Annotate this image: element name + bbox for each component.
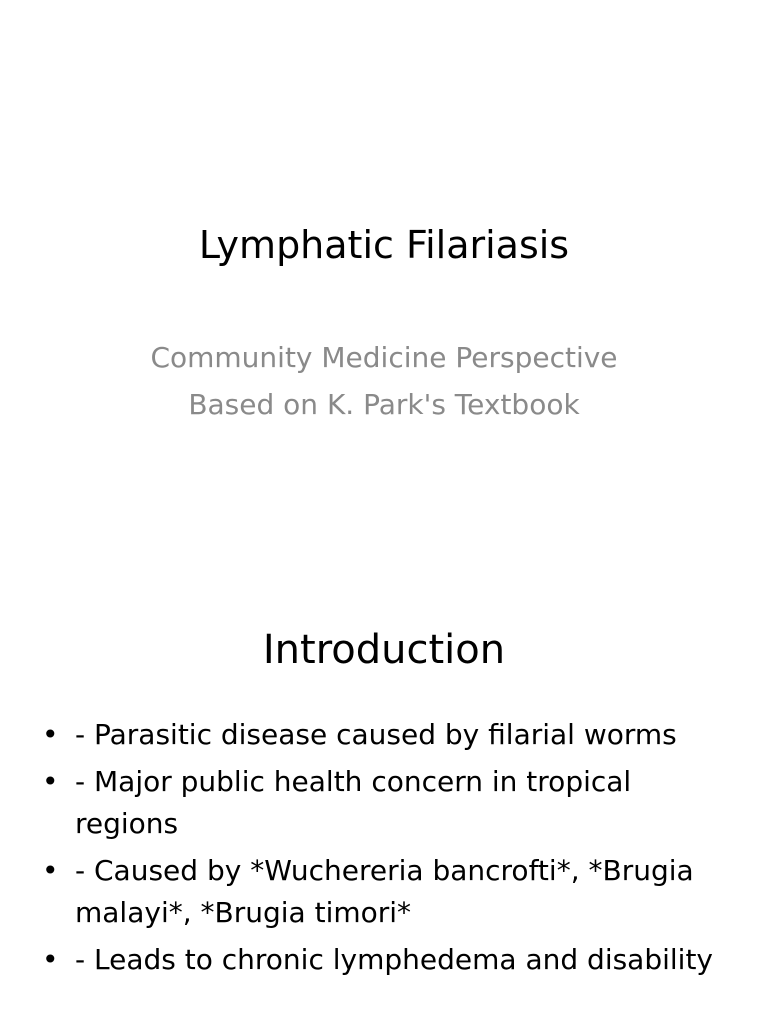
bullet-point-icon: • bbox=[42, 943, 59, 976]
bullet-item bbox=[40, 714, 740, 756]
bullet-text: - Parasitic disease caused by filarial worms bbox=[75, 718, 677, 751]
bullet-item bbox=[40, 761, 740, 845]
bullet-point-icon: • bbox=[42, 854, 59, 887]
subtitle-line-1: Community Medicine Perspective bbox=[150, 341, 618, 374]
subtitle-line-2: Based on K. Park's Textbook bbox=[188, 388, 580, 421]
bullet-point-icon: • bbox=[42, 718, 59, 751]
slide-subtitle bbox=[0, 334, 768, 428]
bullet-text: - Major public health concern in tropical regions bbox=[75, 765, 632, 840]
bullet-text: - Caused by *Wuchereria bancrofti*, *Brugia malayi*, *Brugia timori* bbox=[75, 854, 694, 929]
introduction-slide bbox=[0, 512, 768, 1024]
bullet-point-icon: • bbox=[42, 765, 59, 798]
slide-title: Lymphatic Filariasis bbox=[198, 223, 570, 267]
bullet-item bbox=[40, 939, 740, 981]
slide-heading: Introduction bbox=[262, 627, 506, 673]
bullet-item bbox=[40, 850, 740, 934]
bullet-list bbox=[40, 714, 740, 986]
bullet-text: - Leads to chronic lymphedema and disability bbox=[75, 943, 713, 976]
